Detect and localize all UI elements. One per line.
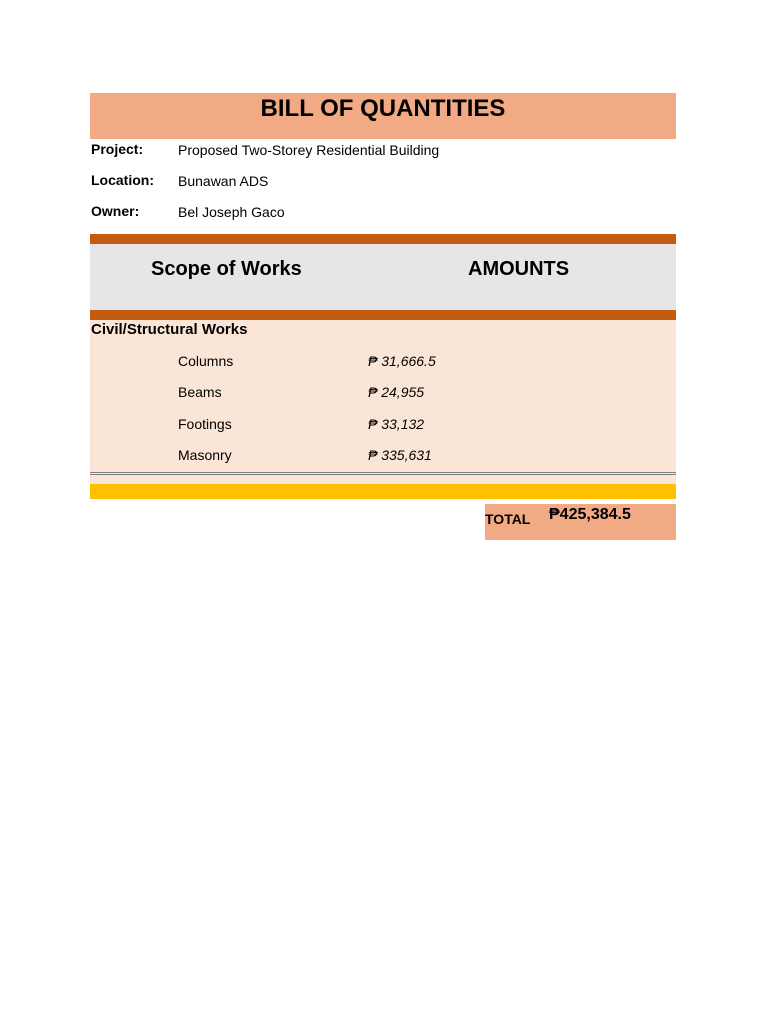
- total-box: [485, 504, 676, 540]
- item-amount: ₱ 335,631: [368, 447, 432, 463]
- location-label: Location:: [91, 172, 154, 188]
- bill-of-quantities-sheet: [90, 93, 676, 527]
- section-title: Civil/Structural Works: [91, 321, 248, 338]
- item-name: Footings: [178, 416, 232, 432]
- item-amount: ₱ 31,666.5: [368, 353, 436, 369]
- scope-of-works-header: Scope of Works: [151, 258, 302, 280]
- table-row: [90, 447, 676, 471]
- table-row: [90, 353, 676, 377]
- header-bottom-rule: [90, 310, 676, 320]
- project-value: Proposed Two-Storey Residential Building: [178, 142, 440, 158]
- item-name: Masonry: [178, 447, 232, 463]
- item-amount: ₱ 33,132: [368, 416, 425, 432]
- amounts-header: AMOUNTS: [468, 258, 570, 280]
- table-row: [90, 384, 676, 408]
- owner-value: Bel Joseph Gaco: [178, 204, 285, 220]
- info-row-owner: [90, 201, 676, 234]
- table-header: [90, 244, 676, 310]
- total-value: ₱425,384.5: [549, 506, 631, 523]
- document-title: BILL OF QUANTITIES: [90, 93, 676, 139]
- table-row: [90, 416, 676, 440]
- owner-label: Owner:: [91, 203, 140, 219]
- table-body: [90, 320, 676, 484]
- item-name: Columns: [178, 353, 234, 369]
- project-label: Project:: [91, 141, 144, 157]
- total-label: TOTAL: [485, 511, 531, 527]
- header-top-rule: [90, 234, 676, 244]
- info-row-project: [90, 139, 676, 170]
- yellow-footer-bar: [90, 484, 676, 499]
- double-divider: [90, 472, 676, 475]
- info-row-location: [90, 170, 676, 201]
- item-amount: ₱ 24,955: [368, 384, 425, 400]
- item-name: Beams: [178, 384, 222, 400]
- location-value: Bunawan ADS: [178, 173, 269, 189]
